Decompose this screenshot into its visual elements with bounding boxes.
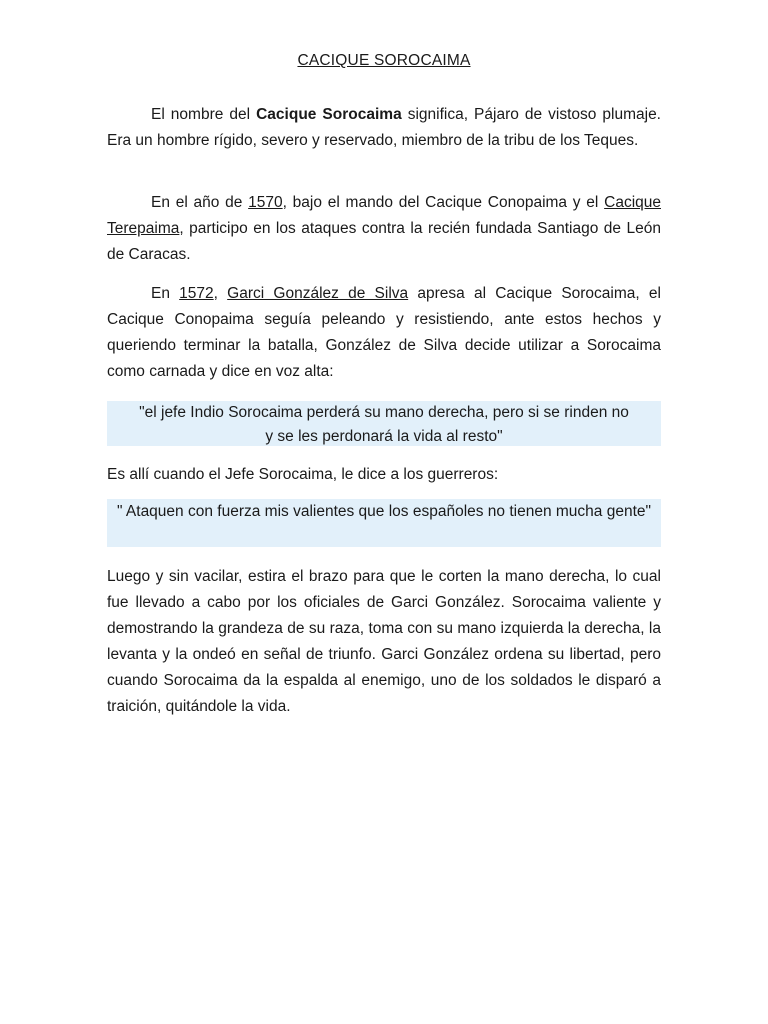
p4-text: Es allí cuando el Jefe Sorocaima, le dice a los guerreros:: [107, 466, 499, 483]
p3-mid-text: ,: [213, 285, 228, 302]
document-title: CACIQUE SOROCAIMA: [297, 52, 471, 69]
p3-post-text: apresa al Cacique Sorocaima, el Cacique Conopaima seguía peleando y resistiendo, ante estos hechos y queriendo terminar la batalla, González de Silva decide utilizar a Sorocaima como carnada y dice en voz alta:: [107, 285, 661, 380]
garci-gonzalez-de-silva-link[interactable]: Garci González de Silva: [227, 285, 409, 302]
paragraph-1572-capture: [107, 281, 661, 385]
year-1572-link[interactable]: 1572: [179, 285, 214, 302]
p2-mid-text: , bajo el mando del Cacique Conopaima y el: [282, 194, 605, 211]
year-1570-link[interactable]: 1570: [248, 194, 283, 211]
p5-text: Luego y sin vacilar, estira el brazo para que le corten la mano derecha, lo cual fue llevado a cabo por los oficiales de Garci González. Sorocaima valiente y demostrando la grandeza de su raza, toma con su mano izquierda la derecha, la levanta y la ondeó en señal de triunfo. Garci González ordena su libertad, pero cuando Sorocaima da la espalda al enemigo, uno de los soldados le disparó a traición, quitándole la vida.: [107, 568, 661, 715]
p1-post-text: significa, Pájaro de vistoso plumaje. Era un hombre rígido, severo y reservado, miembro de la tribu de los Teques.: [107, 106, 661, 149]
p3-pre-text: En: [151, 285, 180, 302]
quote-gonzalez-box: [107, 401, 661, 446]
paragraph-name-meaning: [107, 102, 661, 154]
cacique-terepaima-link[interactable]: Cacique Terepaima: [107, 194, 661, 237]
quote-gonzalez-text: "el jefe Indio Sorocaima perderá su mano derecha, pero si se rinden no y se les perdonará la vida al resto": [139, 404, 629, 445]
p2-pre-text: En el año de: [151, 194, 249, 211]
quote-sorocaima-box: [107, 499, 661, 547]
p2-post-text: , participo en los ataques contra la recién fundada Santiago de León de Caracas.: [107, 220, 661, 263]
cacique-sorocaima-bold: Cacique Sorocaima: [256, 106, 402, 123]
p1-pre-text: El nombre del: [151, 106, 257, 123]
paragraph-jefe-says: [107, 462, 661, 488]
paragraph-hand-sacrifice: [107, 564, 661, 720]
paragraph-1570-attacks: [107, 190, 661, 268]
quote-sorocaima-text: " Ataquen con fuerza mis valientes que los españoles no tienen mucha gente": [116, 503, 652, 520]
